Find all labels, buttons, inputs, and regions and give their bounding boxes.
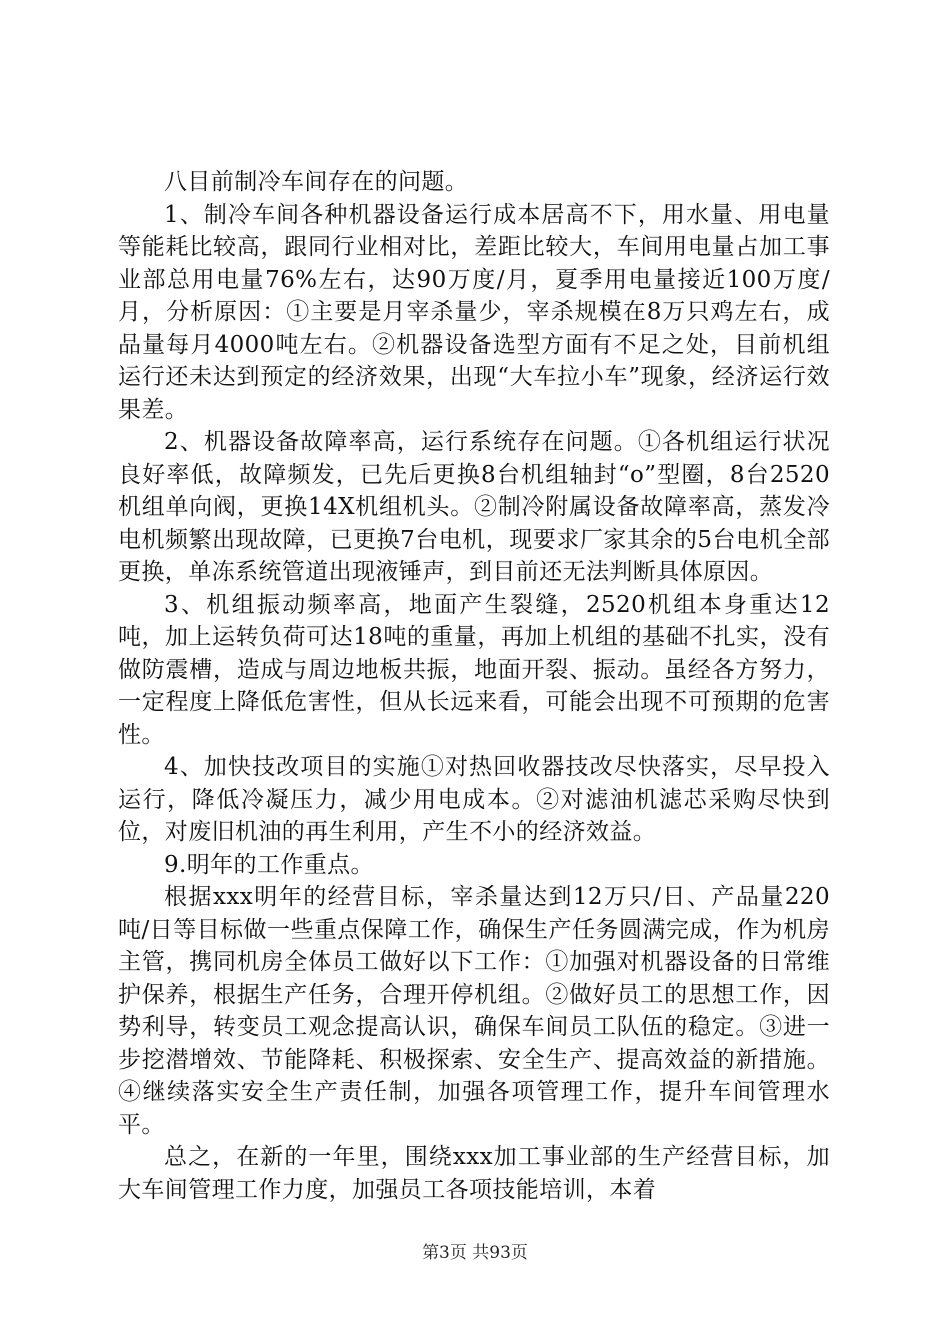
paragraph-item-4: 4、加快技改项目的实施①对热回收器技改尽快落实，尽早投入运行，降低冷凝压力，减少用电成本。②对滤油机滤芯采购尽快到位，对废旧机油的再生利用，产生不小的经济效益。 xyxy=(118,754,830,845)
paragraph-item-3: 3、机组振动频率高，地面产生裂缝，2520机组本身重达12吨，加上运转负荷可达18吨的重量，再加上机组的基础不扎实，没有做防震槽，造成与周边地板共振，地面开裂、振动。虽经各方努力，一定程度上降低危害性，但从长远来看，可能会出现不可预期的危害性。 xyxy=(118,591,830,748)
document-body xyxy=(118,166,830,1206)
paragraph-conclusion: 总之，在新的一年里，围绕xxx加工事业部的生产经营目标，加大车间管理工作力度，加强员工各项技能培训，本着 xyxy=(118,1144,830,1203)
paragraph-item-1: 1、制冷车间各种机器设备运行成本居高不下，用水量、用电量等能耗比较高，跟同行业相对比，差距比较大，车间用电量占加工事业部总用电量76%左右，达90万度/月，夏季用电量接近100万度/月，分析原因：①主要是月宰杀量少，宰杀规模在8万只鸡左右，成品量每月4000吨左右。②机器设备选型方面有不足之处，目前机组运行还未达到预定的经济效果，出现“大车拉小车”现象，经济运行效果差。 xyxy=(118,201,830,423)
paragraph-section-heading-8: 八目前制冷车间存在的问题。 xyxy=(164,169,469,195)
paragraph-section-heading-9: 9.明年的工作重点。 xyxy=(164,851,374,878)
page-footer: 第3页 共93页 xyxy=(422,1243,528,1263)
paragraph-work-focus: 根据xxx明年的经营目标，宰杀量达到12万只/日、产品量220吨/日等目标做一些重点保障工作，确保生产任务圆满完成，作为机房主管，携同机房全体员工做好以下工作：①加强对机器设备的日常维护保养，根据生产任务，合理开停机组。②做好员工的思想工作，因势利导，转变员工观念提高认识，确保车间员工队伍的稳定。③进一步挖潜增效、节能降耗、积极探索、安全生产、提高效益的新措施。④继续落实安全生产责任制，加强各项管理工作，提升车间管理水平。 xyxy=(118,884,830,1138)
paragraph-item-2: 2、机器设备故障率高，运行系统存在问题。①各机组运行状况良好率低，故障频发，已先后更换8台机组轴封“o”型圈，8台2520机组单向阀，更换14X机组机头。②制冷附属设备故障率高，蒸发冷电机频繁出现故障，已更换7台电机，现要求厂家其余的5台电机全部更换，单冻系统管道出现液锤声，到目前还无法判断具体原因。 xyxy=(118,429,830,585)
